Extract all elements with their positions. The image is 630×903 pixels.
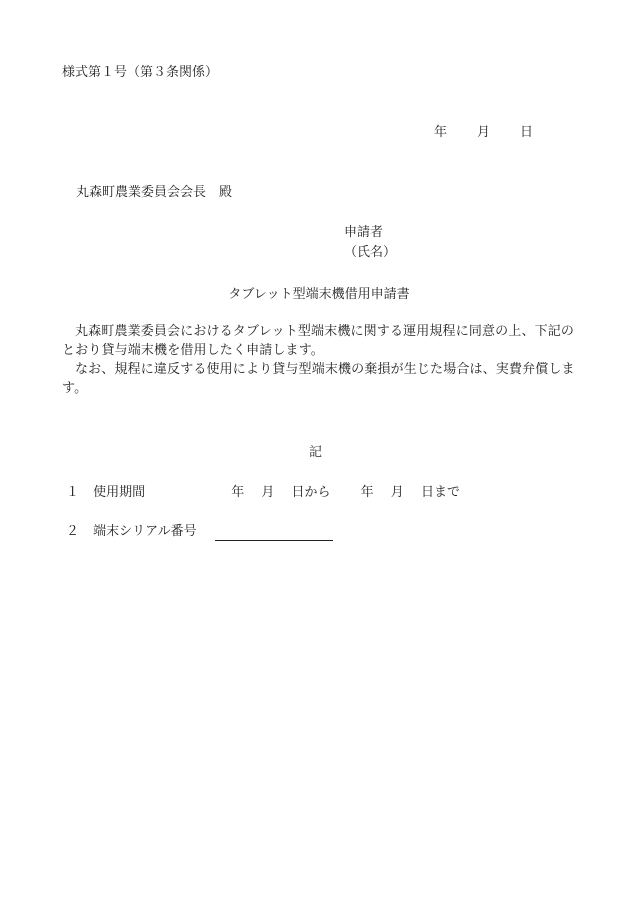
ki-heading: 記 xyxy=(309,445,323,460)
item-number: １ xyxy=(66,485,80,500)
date-month: 月 xyxy=(477,125,491,140)
document-title xyxy=(0,286,630,304)
applicant-name-label: （氏名） xyxy=(344,245,397,260)
paragraph-compensation: なお、規程に違反する使用により貸与型端末機の棄損が生じた場合は、実費弁償します。 xyxy=(62,362,575,396)
date-line xyxy=(434,124,533,142)
date-day: 日 xyxy=(520,125,534,140)
serial-number-blank[interactable] xyxy=(215,526,333,541)
item-label: 端末シリアル番号 xyxy=(93,524,197,539)
date-year: 年 xyxy=(434,125,448,140)
paragraph-consent: 丸森町農業委員会におけるタブレット型端末機に関する運用規程に同意の上、下記のとおり貸与端末機を借用したく申請します。 xyxy=(62,324,575,358)
usage-period-value: 年 月 日から 年 月 日まで xyxy=(231,485,460,500)
item-number: ２ xyxy=(66,524,80,539)
document-title-text: タブレット型端末機借用申請書 xyxy=(228,287,410,302)
addressee: 丸森町農業委員会会長 殿 xyxy=(76,185,233,200)
body-text xyxy=(62,322,578,398)
applicant-label: 申請者 xyxy=(344,225,384,240)
item-label: 使用期間 xyxy=(93,485,146,500)
form-number: 様式第１号（第３条関係） xyxy=(62,65,219,80)
item-serial-number xyxy=(66,523,333,541)
item-usage-period xyxy=(66,484,460,502)
